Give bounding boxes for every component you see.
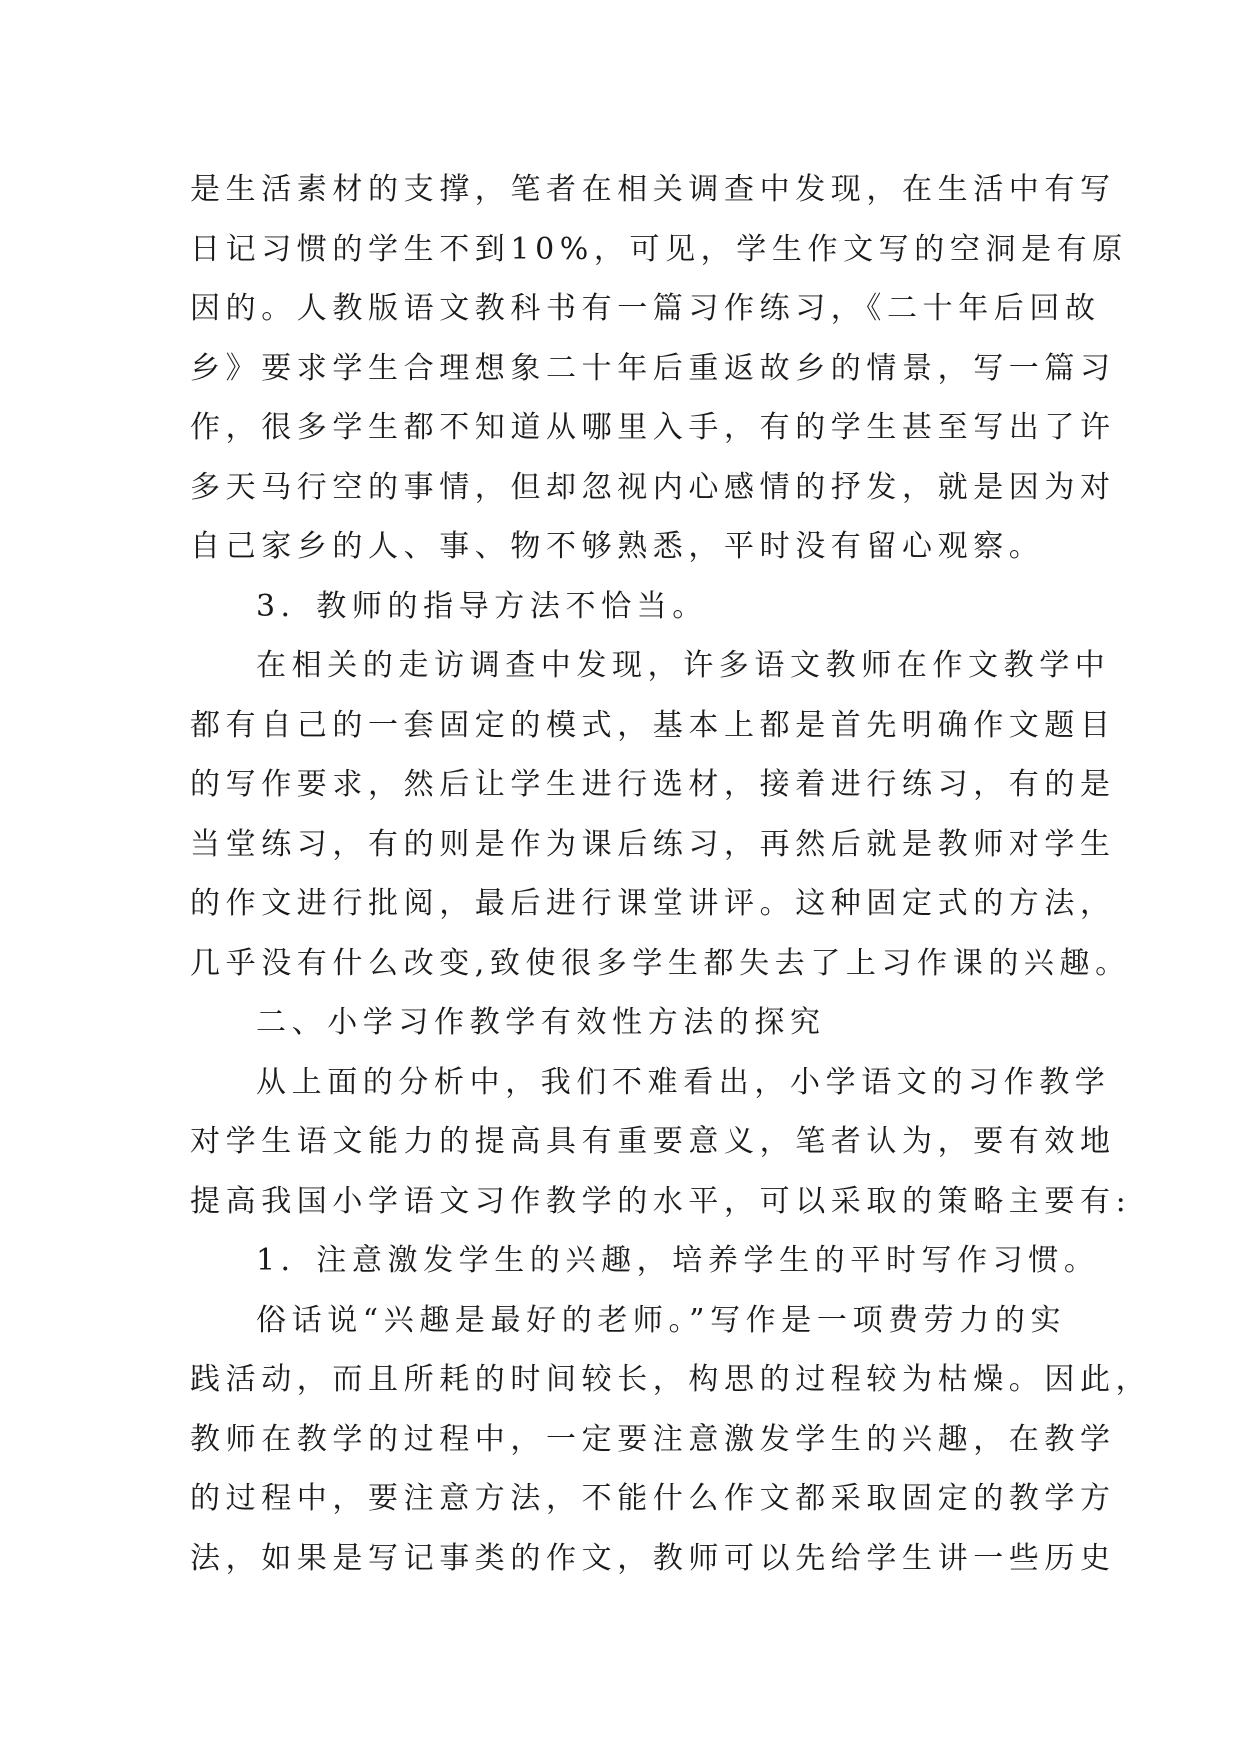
section-heading: 1．注意激发学生的兴趣，培养学生的平时写作习惯。 <box>256 1243 1100 1278</box>
text-line: 日记习惯的学生不到10%，可见，学生作文写的空洞是有原 <box>190 231 1128 267</box>
text-line: 的写作要求，然后让学生进行选材，接着进行练习，有的是 <box>190 767 1116 802</box>
text-line: 是生活素材的支撑，笔者在相关调查中发现，在生活中有写 <box>190 172 1116 207</box>
text-line: 对学生语文能力的提高具有重要意义，笔者认为，要有效地 <box>190 1124 1116 1159</box>
text-line: 法，如果是写记事类的作文，教师可以先给学生讲一些历史 <box>190 1540 1116 1576</box>
text-line: 教师在教学的过程中，一定要注意激发学生的兴趣，在教学 <box>190 1421 1116 1457</box>
text-line: 乡》要求学生合理想象二十年后重返故乡的情景，写一篇习 <box>190 350 1116 386</box>
text-line: 都有自己的一套固定的模式，基本上都是首先明确作文题目 <box>190 707 1116 743</box>
text-line: 作，很多学生都不知道从哪里入手，有的学生甚至写出了许 <box>190 410 1116 445</box>
text-line: 多天马行空的事情，但却忽视内心感情的抒发，就是因为对 <box>190 469 1116 505</box>
text-line: 的作文进行批阅，最后进行课堂讲评。这种固定式的方法， <box>190 886 1116 921</box>
paragraph-start: 在相关的走访调查中发现，许多语文教师在作文教学中 <box>256 648 1111 683</box>
text-line: 提高我国小学语文习作教学的水平，可以采取的策略主要有: <box>190 1183 1132 1219</box>
text-line: 几乎没有什么改变,致使很多学生都失去了上习作课的兴趣。 <box>190 945 1131 981</box>
text-line: 当堂练习，有的则是作为课后练习，再然后就是教师对学生 <box>190 826 1116 862</box>
text-line: 因的。人教版语文教科书有一篇习作练习，《二十年后回故 <box>190 291 1101 326</box>
text-line: 自己家乡的人、事、物不够熟悉，平时没有留心观察。 <box>190 529 1045 564</box>
section-heading: 3．教师的指导方法不恰当。 <box>256 588 708 624</box>
paragraph-start: 俗话说“兴趣是最好的老师。”写作是一项费劳力的实 <box>256 1302 1067 1338</box>
text-line: 践活动，而且所耗的时间较长，构思的过程较为枯燥。因此， <box>190 1362 1152 1397</box>
text-line: 的过程中，要注意方法，不能什么作文都采取固定的教学方 <box>190 1481 1116 1516</box>
paragraph-start: 从上面的分析中，我们不难看出，小学语文的习作教学 <box>256 1064 1111 1100</box>
chapter-heading: 二、小学习作教学有效性方法的探究 <box>256 1005 826 1040</box>
body-text <box>190 160 1152 1588</box>
